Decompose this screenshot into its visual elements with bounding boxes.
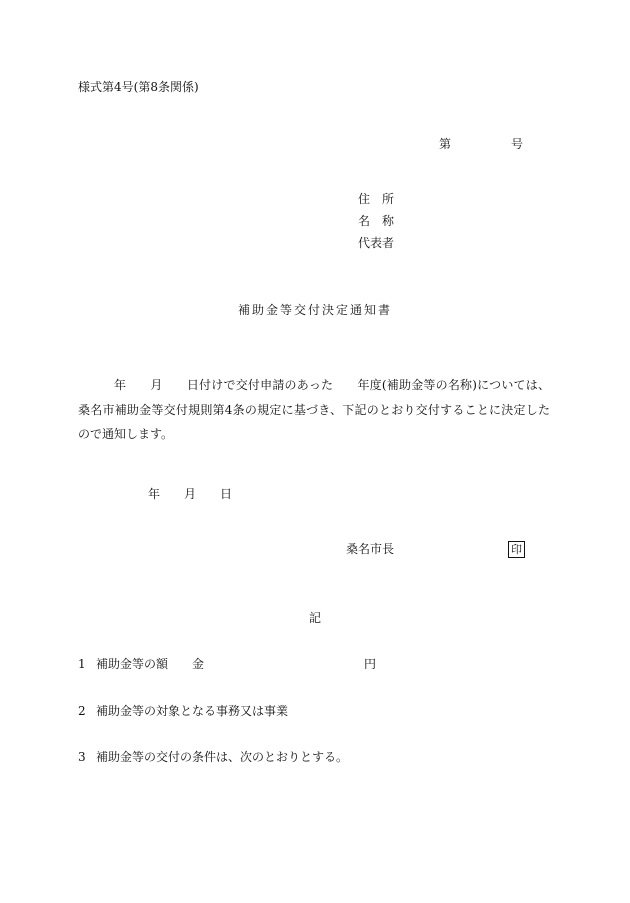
representative-label: 代表者 xyxy=(358,236,395,250)
document-title: 補助金等交付決定通知書 xyxy=(237,303,392,317)
amount-suffix: 円 xyxy=(364,657,377,671)
item-label: 補助金等の対象となる事務又は事業 xyxy=(96,704,289,718)
body-month: 月 xyxy=(150,378,163,392)
notice-body xyxy=(78,373,550,447)
document-number-suffix: 号 xyxy=(511,137,524,151)
date-year: 年 xyxy=(148,487,161,501)
item-number: 1 xyxy=(78,657,86,671)
body-year: 年 xyxy=(114,378,127,392)
issue-date xyxy=(148,488,232,500)
body-day-text: 日付けで交付申請のあった xyxy=(186,378,334,392)
list-item xyxy=(78,705,288,717)
address-label: 住 所 xyxy=(358,192,395,206)
ki-heading: 記 xyxy=(308,611,321,625)
date-day: 日 xyxy=(220,487,233,501)
amount-prefix: 金 xyxy=(192,657,205,671)
list-item xyxy=(78,658,376,670)
item-label: 補助金等の額 xyxy=(96,657,169,671)
list-item xyxy=(78,751,348,763)
item-label: 補助金等の交付の条件は、次のとおりとする。 xyxy=(96,750,349,764)
body-fiscal-text: 年度(補助金等の名称)については、桑名市補助金等交付規則第4条の規定に基づき、下記のとおり交付することに決定したので通知します。 xyxy=(78,378,550,441)
item-number: 3 xyxy=(78,750,86,764)
mayor-title: 桑名市長 xyxy=(346,542,395,556)
item-number: 2 xyxy=(78,704,86,718)
seal-mark: 印 xyxy=(508,541,525,558)
name-label: 名 称 xyxy=(358,214,395,228)
document-number-prefix: 第 xyxy=(439,137,452,151)
form-number-label: 様式第4号(第8条関係) xyxy=(78,80,199,94)
date-month: 月 xyxy=(184,487,197,501)
